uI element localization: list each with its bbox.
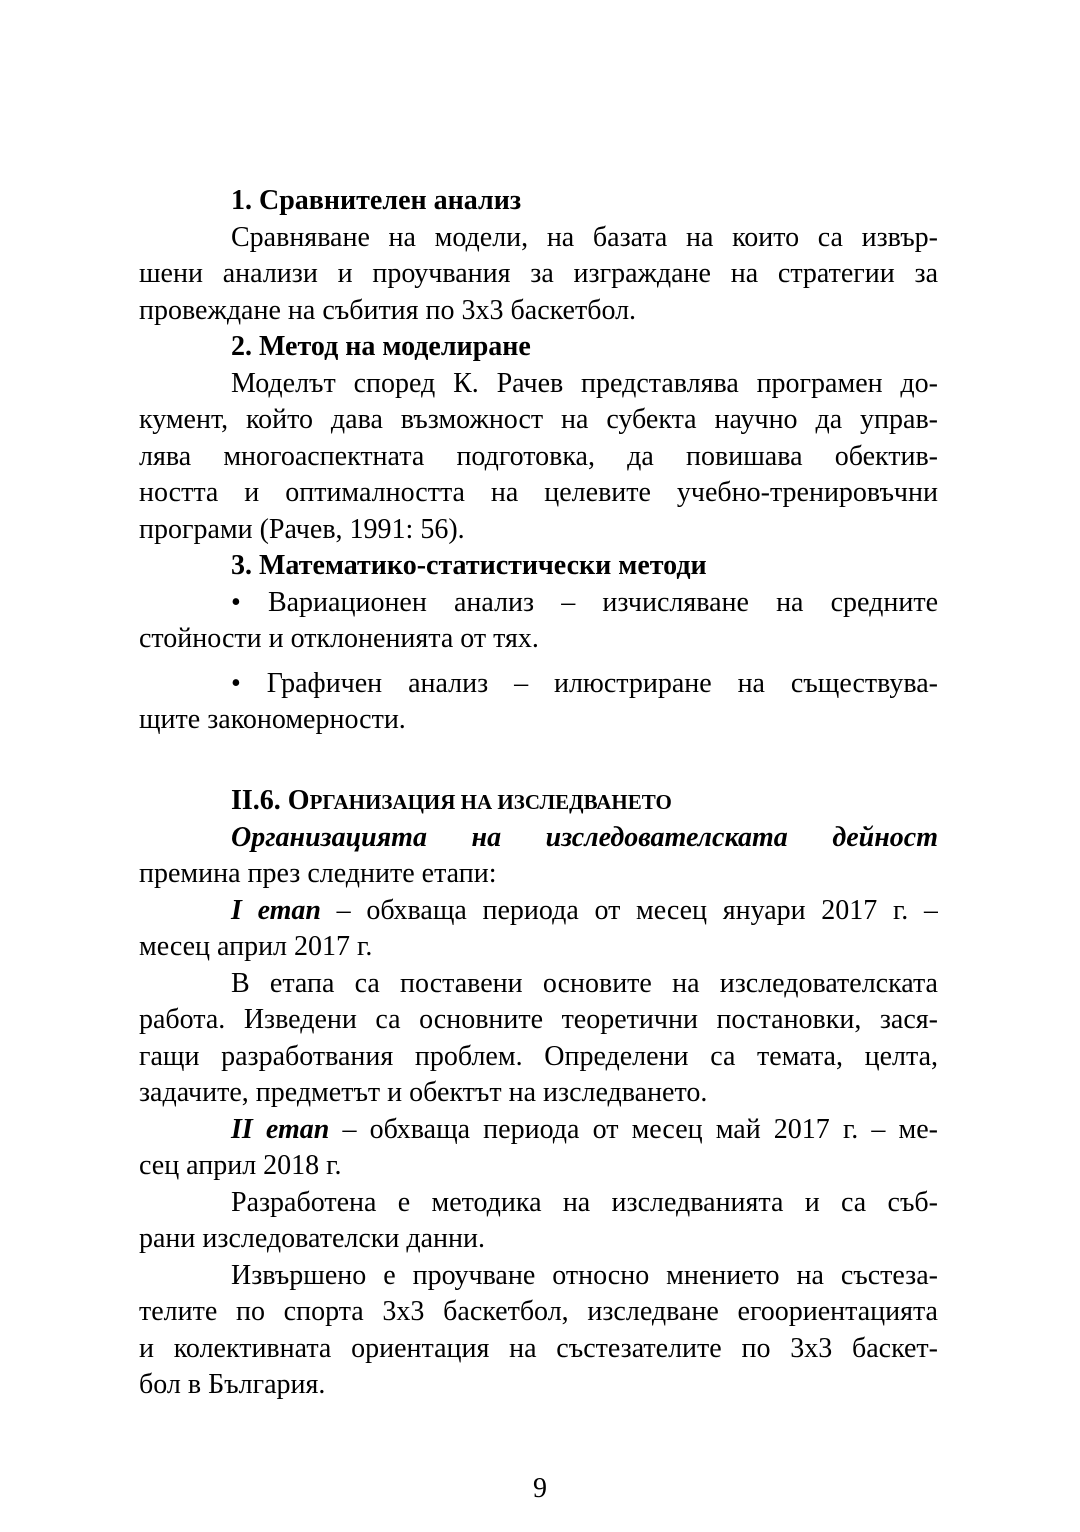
text-line: провеждане на събития по 3х3 баскетбол. (139, 294, 637, 326)
heading-prefix: II.6. О (231, 785, 310, 816)
text-line: ността и оптималността на целевите учебно-тренировъчни (139, 477, 938, 508)
stage-2-text: – обхваща периода от месец май 2017 г. – ме- (329, 1113, 938, 1145)
text-line: рани изследователски данни. (139, 1223, 485, 1254)
text-line: месец април 2017 г. (139, 931, 373, 962)
text-line: щите закономерности. (139, 704, 406, 735)
text-line: Сравняване на модели, на базата на които са извър- (231, 221, 938, 253)
text-line: шени анализи и проучвания за изграждане на стратегии за (139, 258, 938, 289)
stage-1-label: I етап (231, 894, 321, 926)
page-number: 9 (533, 1473, 547, 1504)
bullet-item: • Вариационен анализ – изчисляване на средните (231, 586, 938, 618)
text-line: и колективната ориентация на състезателите по 3х3 баскет- (139, 1332, 938, 1364)
text-line: премина през следните етапи: (139, 858, 497, 889)
text-line: задачите, предметът и обектът на изследването. (139, 1077, 708, 1108)
heading-smallcaps: РГАНИЗАЦИЯ НА ИЗСЛЕДВАНЕТО (309, 790, 672, 814)
text-line: работа. Изведени са основните теоретични постановки, зася- (139, 1004, 938, 1035)
text-line: гащи разработвания проблем. Определени са темата, целта, (139, 1040, 938, 1072)
text-line: стойности и отклоненията от тях. (139, 623, 539, 654)
text-line: Моделът според К. Рачев представлява програмен до- (231, 367, 938, 399)
text-line: лява многоаспектната подготовка, да повишава обектив- (139, 440, 938, 472)
stage-2-label: II етап (231, 1113, 330, 1145)
text-line: програми (Рачев, 1991: 56). (139, 513, 465, 545)
text-line: кумент, който дава възможност на субекта научно да управ- (139, 404, 938, 435)
stage-1-text: – обхваща периода от месец януари 2017 г. – (321, 894, 938, 926)
text-line: бол в България. (139, 1369, 326, 1400)
section-heading-statistics: 3. Математико-статистически методи (231, 550, 707, 581)
section-heading-modeling: 2. Метод на моделиране (231, 331, 531, 362)
text-line: В етапа са поставени основите на изследователската (231, 967, 938, 999)
section-heading-comparative-analysis: 1. Сравнителен анализ (231, 185, 522, 216)
text-column (139, 183, 938, 1404)
intro-emphasis: Организацията на изследователската дейност (231, 821, 938, 853)
stage-2-line (139, 1112, 938, 1149)
text-line: телите по спорта 3х3 баскетбол, изследване егоориентацията (139, 1296, 938, 1327)
stage-1-line (139, 893, 938, 930)
text-line: сец април 2018 г. (139, 1150, 342, 1181)
text-line: Извършено е проучване относно мнението на състеза- (231, 1259, 938, 1291)
chapter-heading-organization (139, 783, 938, 820)
bullet-item: • Графичен анализ – илюстриране на съществува- (231, 667, 938, 699)
text-line: Разработена е методика на изследванията и са съб- (231, 1186, 938, 1218)
